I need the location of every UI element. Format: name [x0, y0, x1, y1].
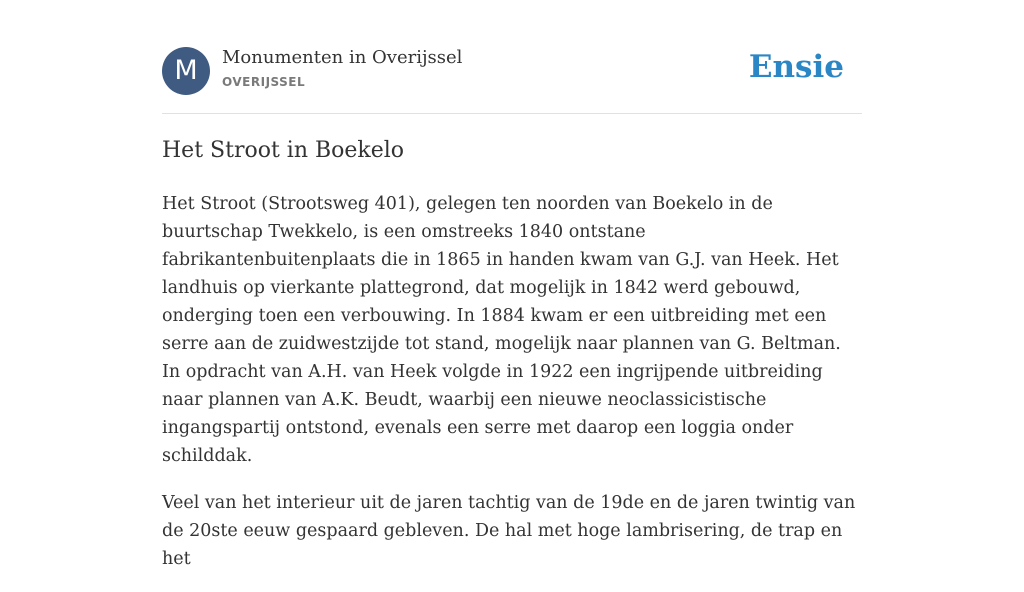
site-region-label: OVERIJSSEL	[222, 75, 306, 89]
article-paragraph: Veel van het interieur uit de jaren tachtig van de 19de en de jaren twintig van de 20ste eeuw gespaard gebleven. De hal met hoge lambrisering, de trap en het	[162, 493, 856, 569]
header	[162, 47, 862, 97]
avatar[interactable]: M	[162, 47, 210, 95]
brand-logo[interactable]: Ensie	[748, 49, 844, 85]
header-divider	[162, 113, 862, 114]
article-body	[162, 190, 862, 592]
article-title: Het Stroot in Boekelo	[162, 138, 405, 163]
article-paragraph: Het Stroot (Strootsweg 401), gelegen ten noorden van Boekelo in de buurtschap Twekkelo, is een omstreeks 1840 ontstane fabrikantenbuitenplaats die in 1865 in handen kwam van G.J. van Heek. Het landhuis op vierkante plattegrond, dat mogelijk in 1842 werd gebouwd, onderging toen een verbouwing. In 1884 kwam er een uitbreiding met een serre aan de zuidwestzijde tot stand, mogelijk naar plannen van G. Beltman. In opdracht van A.H. van Heek volgde in 1922 een ingrijpende uitbreiding naar plannen van A.K. Beudt, waarbij een nieuwe neoclassicistische ingangspartij ontstond, evenals een serre met daarop een loggia onder schilddak.	[162, 194, 841, 466]
site-name-link[interactable]: Monumenten in Overijssel	[222, 47, 463, 68]
